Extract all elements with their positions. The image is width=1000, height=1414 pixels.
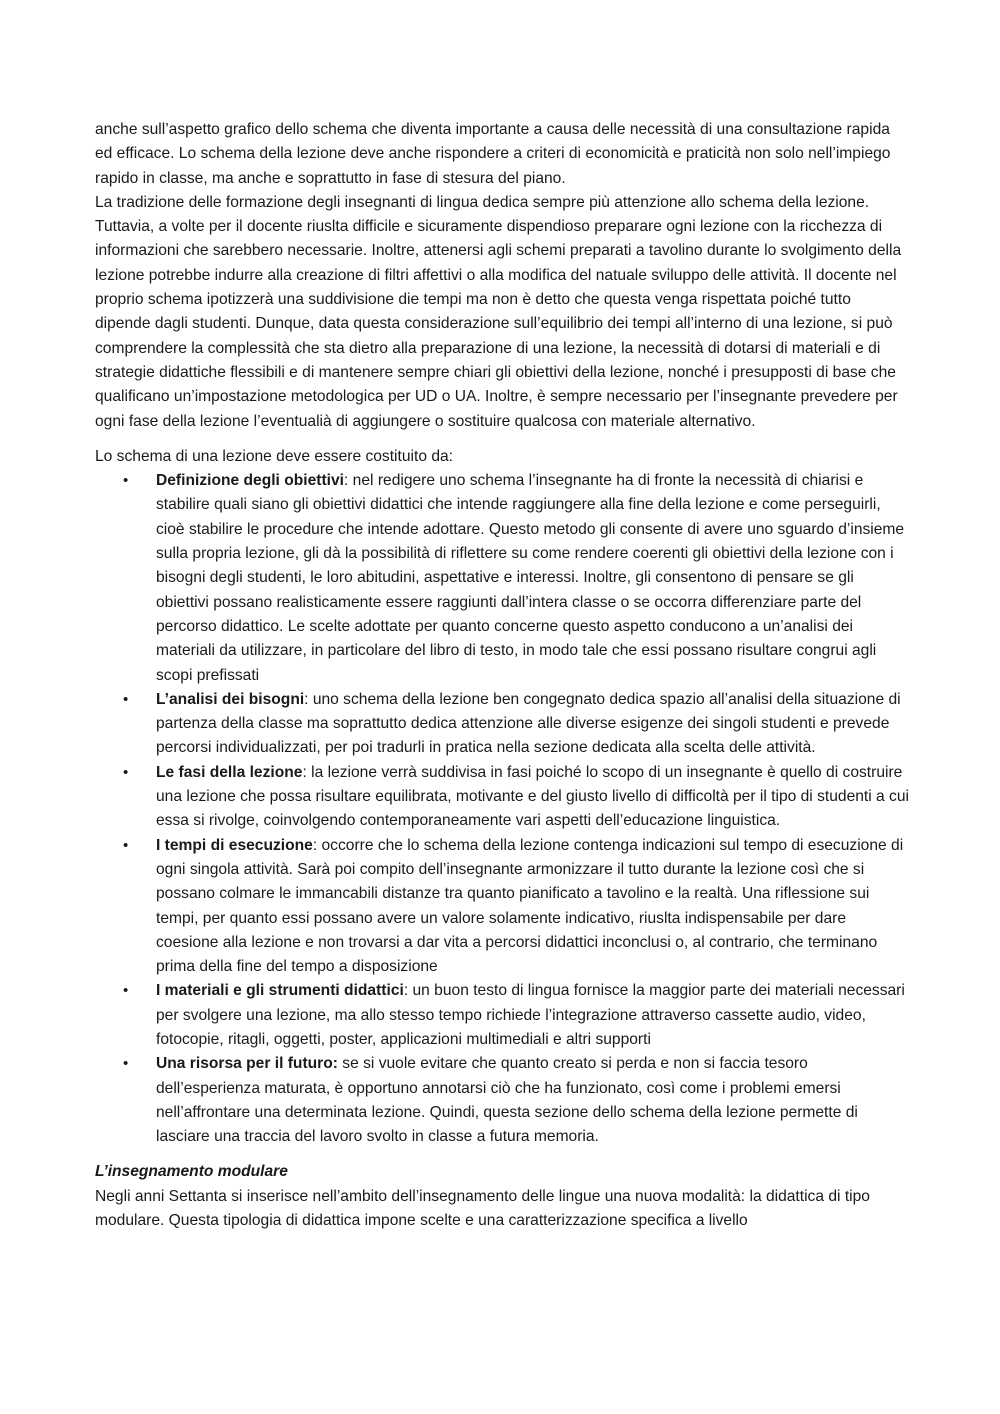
section-heading: L’insegnamento modulare <box>95 1163 288 1181</box>
paragraph-spacer <box>95 434 910 445</box>
body-paragraph: La tradizione delle formazione degli insegnanti di lingua dedica sempre più attenzione allo schema della lezione. Tuttavia, a volte per il docente riuslta difficile e sicuramente dispendioso preparare ogni lezione con la ricchezza di informazioni che sarebbero necessarie. Inoltre, attenersi agli schemi preparati a tavolino durante lo svolgimento della lezione potrebbe indurre alla creazione di filtri affettivi o alla modifica del natuale sviluppo delle attività. Il docente nel proprio schema ipotizzerà una suddivisione die tempi ma non è detto che questa venga rispettata poiché tutto dipende dagli studenti. Dunque, data questa considerazione sull’equilibrio dei tempi all’interno di una lezione, si può comprendere la complessità che sta dietro alla preparazione di una lezione, la necessità di dotarsi di materiali e di strategie didattiche flessibili e di mantenere sempre chiari gli obiettivi della lezione, nonché i presupposti di base che qualificano un’impostazione metodologica per UD o UA. Inoltre, è sempre necessario per l’insegnante prevedere per ogni fase della lezione l’eventualià di aggiungere o sostituire qualcosa con materiale alternativo. <box>95 193 902 430</box>
list-item <box>95 688 910 761</box>
list-item-term: Una risorsa per il futuro: <box>156 1055 338 1073</box>
list-item-term: I materiali e gli strumenti didattici <box>156 982 404 1000</box>
list-item-term: L’analisi dei bisogni <box>156 690 305 708</box>
body-paragraph: Negli anni Settanta si inserisce nell’ambito dell’insegnamento delle lingue una nuova modalità: la didattica di tipo modulare. Questa tipologia di didattica impone scelte e una caratterizzazione specifica a livello <box>95 1187 870 1230</box>
list-item-term: Le fasi della lezione <box>156 763 303 781</box>
body-paragraph: anche sull’aspetto grafico dello schema che diventa importante a causa delle necessità di una consultazione rapida ed efficace. Lo schema della lezione deve anche rispondere a criteri di economicità e praticità non solo nell’impiego rapido in classe, ma anche e soprattutto in fase di stesura del piano. <box>95 121 891 187</box>
list-item <box>95 979 910 1052</box>
list-item-text: : nel redigere uno schema l’insegnante ha di fronte la necessità di chiarisi e stabilire quali siano gli obiettivi didattici che intende raggiungere alla fine della lezione e come perseguirli, cioè stabilire le procedure che intende adottare. Questo metodo gli consente di avere uno sguardo d’insieme sulla propria lezione, gli dà la possibilità di riflettere su come rendere coerenti gli obiettivi della lezione con i bisogni degli studenti, le loro abitudini, aspettative e interessi. Inoltre, gli consentono di pensare se gli obiettivi possano realisticamente essere raggiunti dall’intera classe o se occorra differenziare parte del percorso didattico. Le scelte adottate per quanto concerne questo aspetto conducono a un’analisi dei materiali da utilizzare, in particolare del libro di testo, in modo tale che essi possano risultare congrui agli scopi prefissati <box>156 472 905 684</box>
bullet-icon: • <box>123 472 129 490</box>
list-item-text: : occorre che lo schema della lezione contenga indicazioni sul tempo di esecuzione di ogni singola attività. Sarà poi compito dell’insegnante armonizzare il tutto durante la lezione così che si possano colmare le immancabili distanze tra quanto pianificato a tavolino e la realtà. Una riflessione sui tempi, per quanto essi possano avere un valore solamente indicativo, riuslta indispensabile per dare coesione alla lezione e non trovarsi a dar vita a percorsi didattici inconclusi o, al contrario, che terminano prima della fine del tempo a disposizione <box>156 836 904 976</box>
list-item-text: : un buon testo di lingua fornisce la maggior parte dei materiali necessari per svolgere una lezione, ma allo stesso tempo richiede l’integrazione attraverso cassette audio, video, fotocopie, ritagli, oggetti, poster, applicazioni multimediali e altri supporti <box>156 982 905 1048</box>
list-item <box>95 469 910 688</box>
document-page <box>95 118 910 1233</box>
bullet-icon: • <box>123 1055 129 1073</box>
list-item-text: se si vuole evitare che quanto creato si perda e non si faccia tesoro dell’esperienza maturata, è opportuno annotarsi ciò che ha funzionato, così come i problemi emersi nell’affrontare una determinata lezione. Quindi, questa sezione dello schema della lezione permette di lasciare una traccia del lavoro svolto in classe a futura memoria. <box>156 1055 858 1146</box>
bullet-icon: • <box>123 690 129 708</box>
list-intro: Lo schema di una lezione deve essere costituito da: <box>95 447 454 465</box>
list-item <box>95 1052 910 1149</box>
bullet-icon: • <box>123 982 129 1000</box>
bullet-icon: • <box>123 763 129 781</box>
list-item-term: I tempi di esecuzione <box>156 836 313 854</box>
list-item-term: Definizione degli obiettivi <box>156 472 345 490</box>
bullet-icon: • <box>123 836 129 854</box>
paragraph-spacer <box>95 1149 910 1160</box>
list-item <box>95 761 910 834</box>
list-item-text: : uno schema della lezione ben congegnato dedica spazio all’analisi della situazione di partenza della classe ma soprattutto dedica attenzione alle diverse esigenze dei singoli studenti e prevede percorsi individualizzati, per poi tradurli in pratica nella sezione dedicata alla scelta delle attività. <box>156 690 901 757</box>
list-item <box>95 834 910 980</box>
schema-list <box>95 469 910 1149</box>
list-item-text: : la lezione verrà suddivisa in fasi poiché lo scopo di un insegnante è quello di costruire una lezione che possa risultare equilibrata, motivante e del giusto livello di difficoltà per il tipo di studenti a cui essa si rivolge, coinvolgendo contemporaneamente vari aspetti dell’educazione linguistica. <box>156 763 909 830</box>
